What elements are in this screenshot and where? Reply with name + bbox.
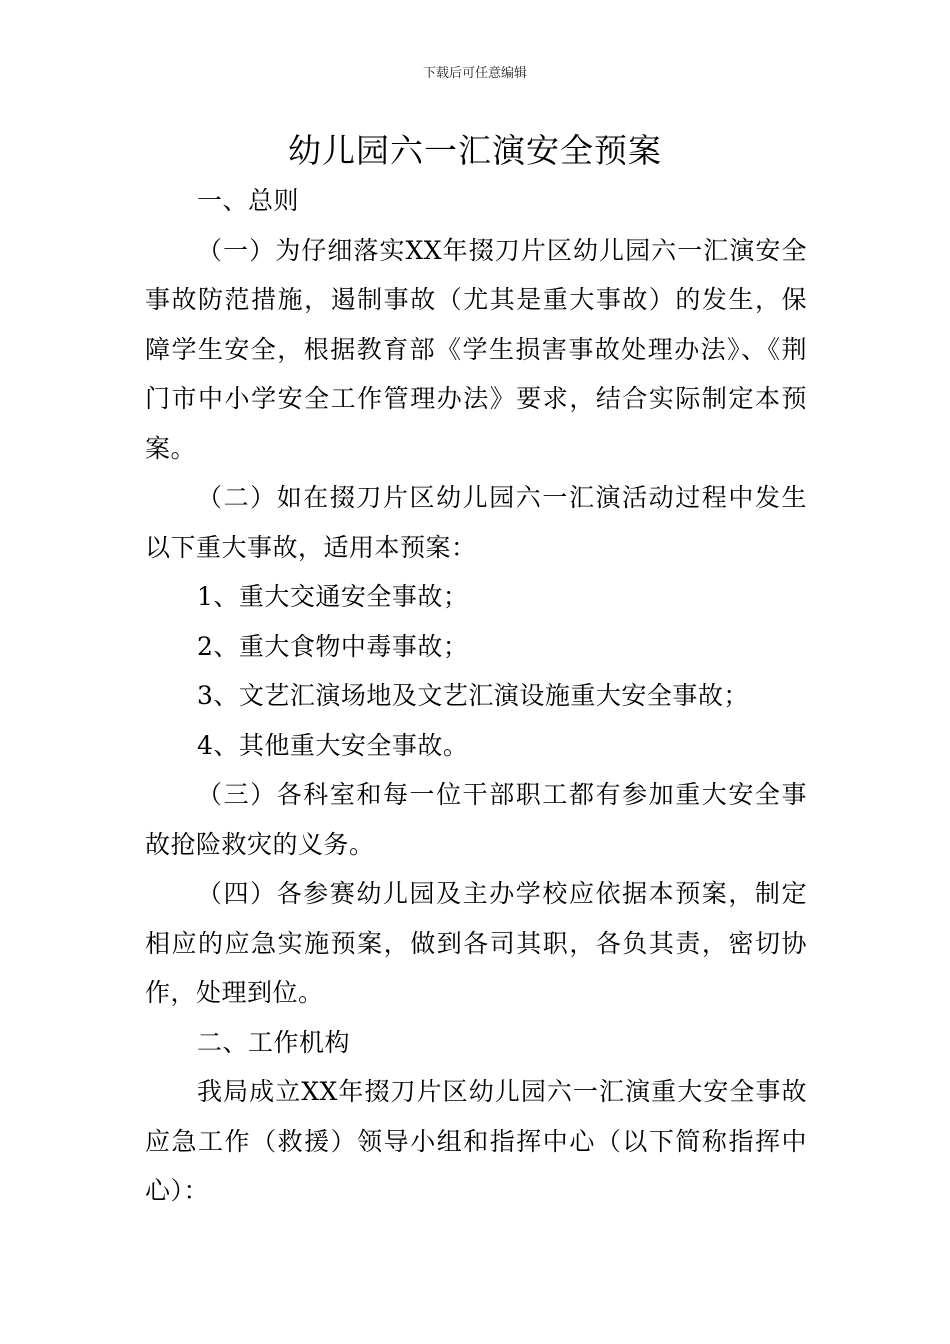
paragraph-4: （四）各参赛幼儿园及主办学校应依据本预案，制定相应的应急实施预案，做到各司其职，各负其责，密切协作，处理到位。 [145, 879, 807, 1007]
section-heading-organization: 二、工作机构 [197, 1027, 351, 1057]
list-item-4: 4、其他重大安全事故。 [197, 730, 469, 760]
list-item-2: 2、重大食物中毒事故； [197, 631, 469, 661]
paragraph-1: （一）为仔细落实XX年掇刀片区幼儿园六一汇演安全事故防范措施，遏制事故（尤其是重大事故）的发生，保障学生安全，根据教育部《学生损害事故处理办法》、《荆门市中小学安全工作管理办法》要求，结合实际制定本预案。 [145, 235, 807, 463]
section-heading-general: 一、总则 [197, 186, 300, 215]
document-title: 幼儿园六一汇演安全预案 [288, 131, 662, 170]
list-item-3: 3、文艺汇演场地及文艺汇演设施重大安全事故； [197, 681, 749, 710]
document-body [145, 176, 807, 1216]
paragraph-3: （三）各科室和每一位干部职工都有参加重大安全事故抢险救灾的义务。 [145, 780, 807, 859]
paragraph-5: 我局成立XX年掇刀片区幼儿园六一汇演重大安全事故应急工作（救援）领导小组和指挥中心（以下简称指挥中心）： [145, 1077, 807, 1205]
download-note: 下载后可任意编辑 [422, 66, 527, 81]
list-item-1: 1、重大交通安全事故； [197, 582, 469, 611]
paragraph-2: （二）如在掇刀片区幼儿园六一汇演活动过程中发生以下重大事故，适用本预案： [145, 483, 807, 562]
